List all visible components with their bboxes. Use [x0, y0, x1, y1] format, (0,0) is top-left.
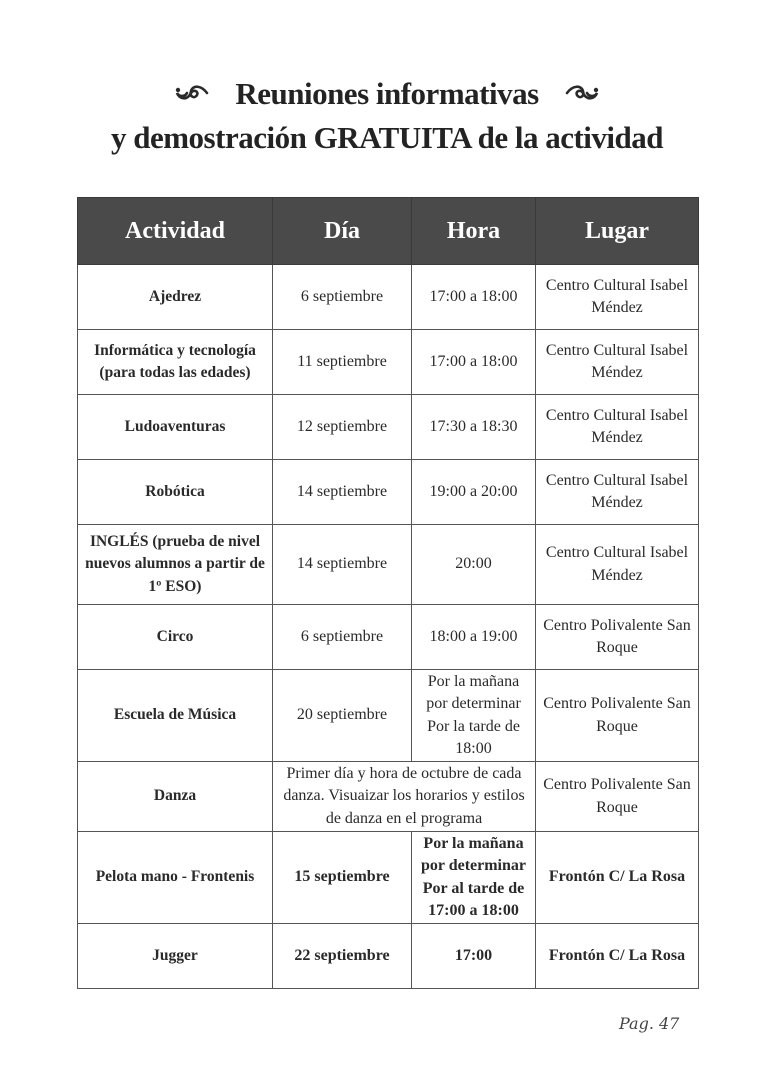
table-row [78, 460, 699, 525]
cell-dia: 11 septiembre [273, 330, 412, 395]
title-line-1 [0, 72, 774, 116]
cell-dia-hora: Primer día y hora de octubre de cada danza. Visuaizar los horarios y estilos de danza en el programa [273, 762, 536, 832]
cell-actividad: Escuela de Música [78, 670, 273, 762]
table-row [78, 265, 699, 330]
cell-hora: 17:30 a 18:30 [412, 395, 536, 460]
header-lugar: Lugar [536, 198, 699, 265]
cell-actividad: Danza [78, 762, 273, 832]
cell-hora: 17:00 a 18:00 [412, 330, 536, 395]
cell-hora: Por la mañana por determinar Por al tarde de 17:00 a 18:00 [412, 832, 536, 924]
cell-lugar: Centro Polivalente San Roque [536, 670, 699, 762]
header-hora: Hora [412, 198, 536, 265]
table-row [78, 670, 699, 762]
cell-dia: 6 septiembre [273, 605, 412, 670]
cell-dia: 22 septiembre [273, 924, 412, 989]
cell-lugar: Centro Cultural Isabel Méndez [536, 330, 699, 395]
cell-dia: 14 septiembre [273, 460, 412, 525]
title-line-2: y demostración GRATUITA de la actividad [110, 120, 663, 155]
table-row [78, 525, 699, 605]
cell-hora: Por la mañana por determinar Por la tarde de 18:00 [412, 670, 536, 762]
cell-actividad: Ajedrez [78, 265, 273, 330]
cell-lugar: Centro Cultural Isabel Méndez [536, 525, 699, 605]
table-row [78, 924, 699, 989]
table-row [78, 832, 699, 924]
cell-hora: 17:00 [412, 924, 536, 989]
cell-actividad: INGLÉS (prueba de nivel nuevos alumnos a partir de 1º ESO) [78, 525, 273, 605]
cell-dia: 12 septiembre [273, 395, 412, 460]
cell-hora: 19:00 a 20:00 [412, 460, 536, 525]
cell-lugar: Centro Polivalente San Roque [536, 762, 699, 832]
table-row [78, 762, 699, 832]
header-actividad: Actividad [78, 198, 273, 265]
cell-actividad: Jugger [78, 924, 273, 989]
fleuron-right-icon [565, 83, 601, 103]
table-header-row [78, 198, 699, 265]
title-text-1: Reuniones informativas [235, 76, 539, 111]
cell-hora: 18:00 a 19:00 [412, 605, 536, 670]
cell-lugar: Centro Polivalente San Roque [536, 605, 699, 670]
cell-dia: 15 septiembre [273, 832, 412, 924]
page-number: Pag. 47 [619, 1014, 680, 1033]
table-row [78, 605, 699, 670]
table-row [78, 395, 699, 460]
cell-dia: 20 septiembre [273, 670, 412, 762]
table-row [78, 330, 699, 395]
cell-lugar: Centro Cultural Isabel Méndez [536, 460, 699, 525]
cell-actividad: Ludoaventuras [78, 395, 273, 460]
cell-actividad: Circo [78, 605, 273, 670]
cell-lugar: Centro Cultural Isabel Méndez [536, 265, 699, 330]
cell-dia: 6 septiembre [273, 265, 412, 330]
cell-lugar: Centro Cultural Isabel Méndez [536, 395, 699, 460]
cell-actividad: Pelota mano - Frontenis [78, 832, 273, 924]
cell-lugar: Frontón C/ La Rosa [536, 924, 699, 989]
cell-actividad: Informática y tecnología (para todas las edades) [78, 330, 273, 395]
cell-dia: 14 septiembre [273, 525, 412, 605]
cell-actividad: Robótica [78, 460, 273, 525]
page-title [0, 72, 774, 160]
activities-table [77, 197, 699, 989]
cell-lugar: Frontón C/ La Rosa [536, 832, 699, 924]
cell-hora: 17:00 a 18:00 [412, 265, 536, 330]
cell-hora: 20:00 [412, 525, 536, 605]
header-dia: Día [273, 198, 412, 265]
fleuron-left-icon [173, 83, 209, 103]
